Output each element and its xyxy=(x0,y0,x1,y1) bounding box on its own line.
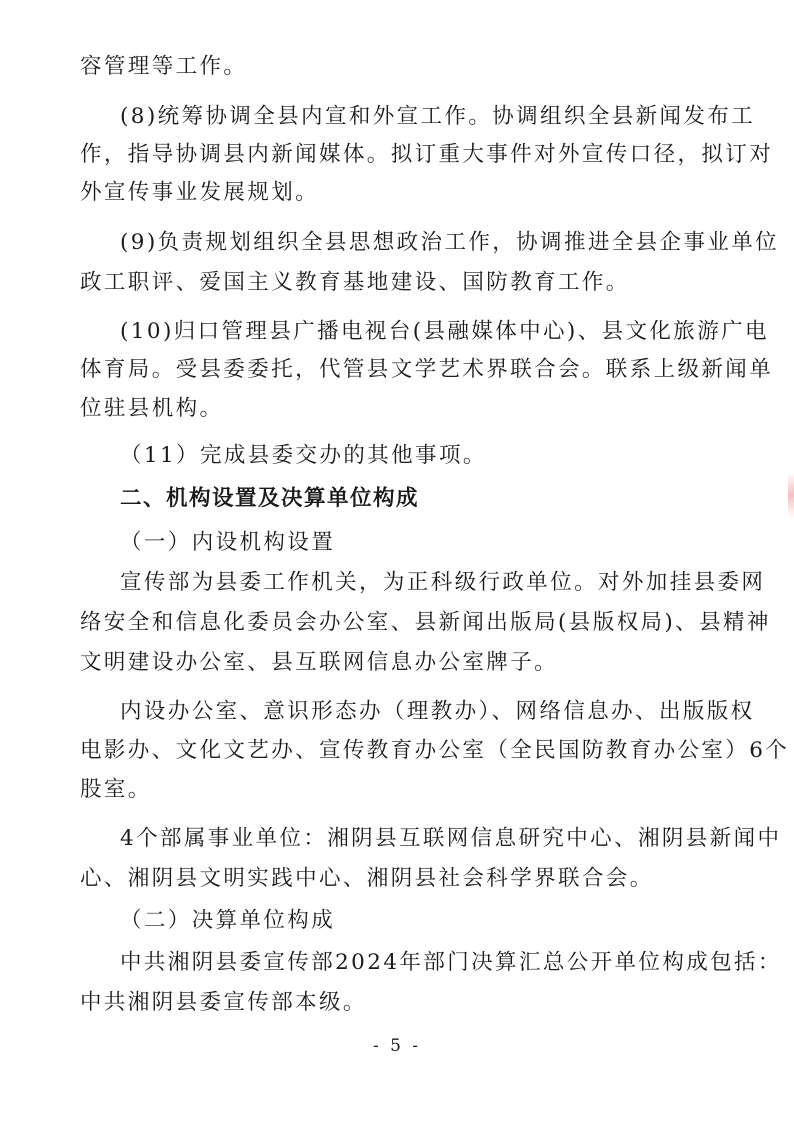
text-line: 络安全和信息化委员会办公室、县新闻出版局(县版权局)、县精神 xyxy=(80,610,771,635)
text-line: 电影办、文化文艺办、宣传教育办公室（全民国防教育办公室）6个 xyxy=(80,738,790,763)
paragraph-start: 4个部属事业单位：湘阴县互联网信息研究中心、湘阴县新闻中 xyxy=(120,826,782,851)
text-line: 容管理等工作。 xyxy=(80,54,248,79)
text-line: 中共湘阴县委宣传部本级。 xyxy=(80,990,367,1015)
text-line: 位驻县机构。 xyxy=(80,396,224,421)
paragraph-item-9: (9)负责规划组织全县思想政治工作，协调推进全县企事业单位 xyxy=(120,230,780,255)
text-line: 政工职评、爱国主义教育基地建设、国防教育工作。 xyxy=(80,270,630,295)
paragraph-start: 宣传部为县委工作机关，为正科级行政单位。对外加挂县委网 xyxy=(120,570,766,595)
section-heading: 二、机构设置及决算单位构成 xyxy=(120,486,420,511)
text-line: 文明建设办公室、县互联网信息办公室牌子。 xyxy=(80,650,559,675)
text-line: 心、湘阴县文明实践中心、湘阴县社会科学界联合会。 xyxy=(80,866,654,891)
text-line: 股室。 xyxy=(80,777,152,802)
paragraph-item-10: (10)归口管理县广播电视台(县融媒体中心)、县文化旅游广电 xyxy=(120,319,769,344)
paragraph-start: 中共湘阴县委宣传部2024年部门决算汇总公开单位构成包括： xyxy=(120,950,782,975)
subsection-heading: （二）决算单位构成 xyxy=(120,908,336,933)
text-line: 体育局。受县委委托，代管县文学艺术界联合会。联系上级新闻单 xyxy=(80,357,774,382)
page-number: - 5 - xyxy=(372,1036,422,1056)
paragraph-start: 内设办公室、意识形态办（理教办）、网络信息办、出版版权 xyxy=(120,699,755,724)
text-line: 作，指导协调县内新闻媒体。拟订重大事件对外宣传口径，拟订对 xyxy=(80,142,774,167)
text-line: 外宣传事业发展规划。 xyxy=(80,180,320,205)
seal-edge-mark xyxy=(788,472,794,518)
subsection-heading: （一）内设机构设置 xyxy=(120,530,336,555)
paragraph-item-8: (8)统筹协调全县内宣和外宣工作。协调组织全县新闻发布工 xyxy=(120,104,756,129)
paragraph-item-11: （11）完成县委交办的其他事项。 xyxy=(120,443,487,468)
